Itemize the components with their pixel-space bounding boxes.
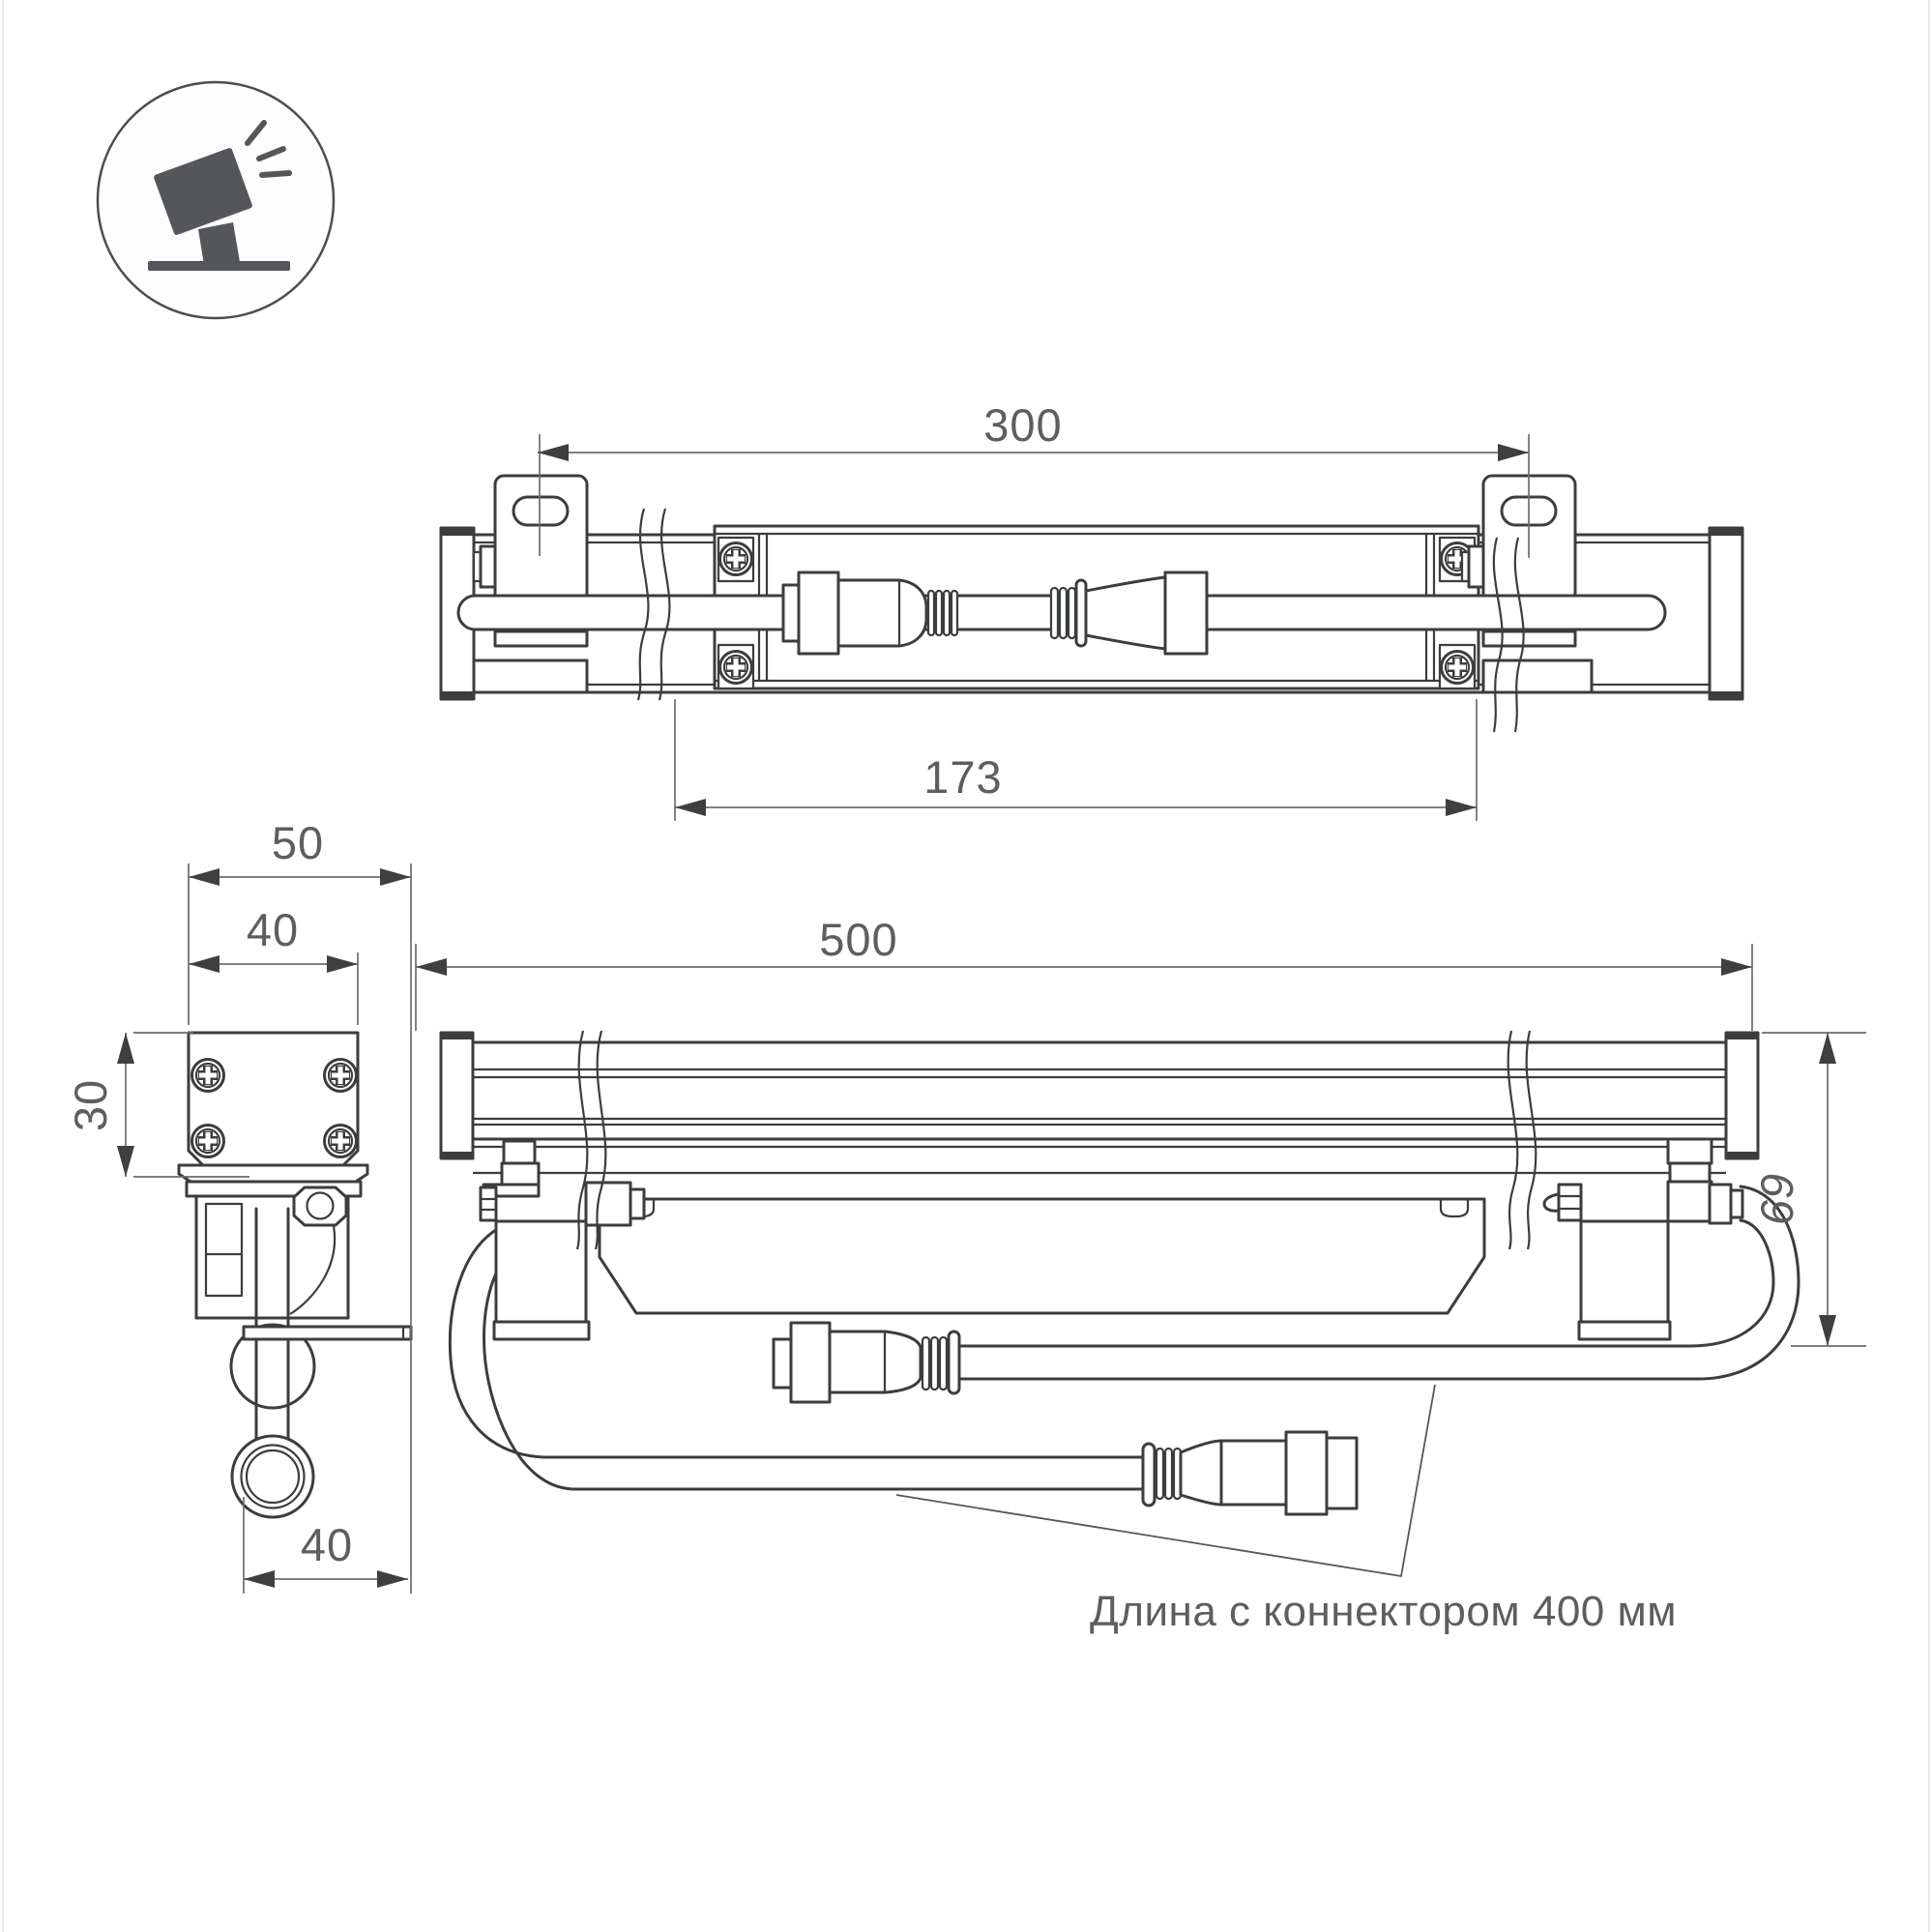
dim-173 [675, 699, 1477, 821]
floodlight-icon [98, 82, 334, 318]
top-view-bracket-left [474, 476, 587, 692]
dim-label-50: 50 [271, 817, 325, 868]
screw-icon [720, 652, 752, 684]
top-view-bracket-right [1462, 476, 1592, 692]
dim-label-40-top: 40 [246, 904, 300, 955]
side-view-connector-male [1143, 1432, 1357, 1514]
dim-label-173: 173 [923, 751, 1003, 803]
dim-label-30: 30 [65, 1078, 116, 1132]
dim-500 [416, 914, 1752, 1031]
dim-label-40-bottom: 40 [300, 1519, 354, 1570]
end-view [65, 817, 411, 1594]
dim-40-top [189, 904, 358, 1025]
side-view-profile [441, 1033, 1758, 1173]
screw-icon [720, 543, 752, 575]
top-view [441, 399, 1742, 821]
screw-icon [325, 1126, 357, 1157]
side-view-connector-female [774, 1323, 959, 1402]
dim-69 [1751, 1033, 1866, 1346]
screw-icon [192, 1060, 224, 1092]
dim-label-300: 300 [983, 399, 1063, 451]
screw-icon [325, 1060, 357, 1092]
dim-label-500: 500 [819, 914, 898, 965]
side-view-bracket-right [1544, 1139, 1742, 1339]
dim-label-69: 69 [1751, 1172, 1802, 1226]
screw-icon [192, 1126, 224, 1157]
cable-length-note: Длина с коннектором 400 мм [1090, 1588, 1677, 1635]
side-view-driver-housing [600, 1199, 1484, 1313]
side-view [416, 914, 1866, 1635]
screw-icon [1442, 652, 1474, 684]
end-view-bracket [179, 1165, 367, 1318]
